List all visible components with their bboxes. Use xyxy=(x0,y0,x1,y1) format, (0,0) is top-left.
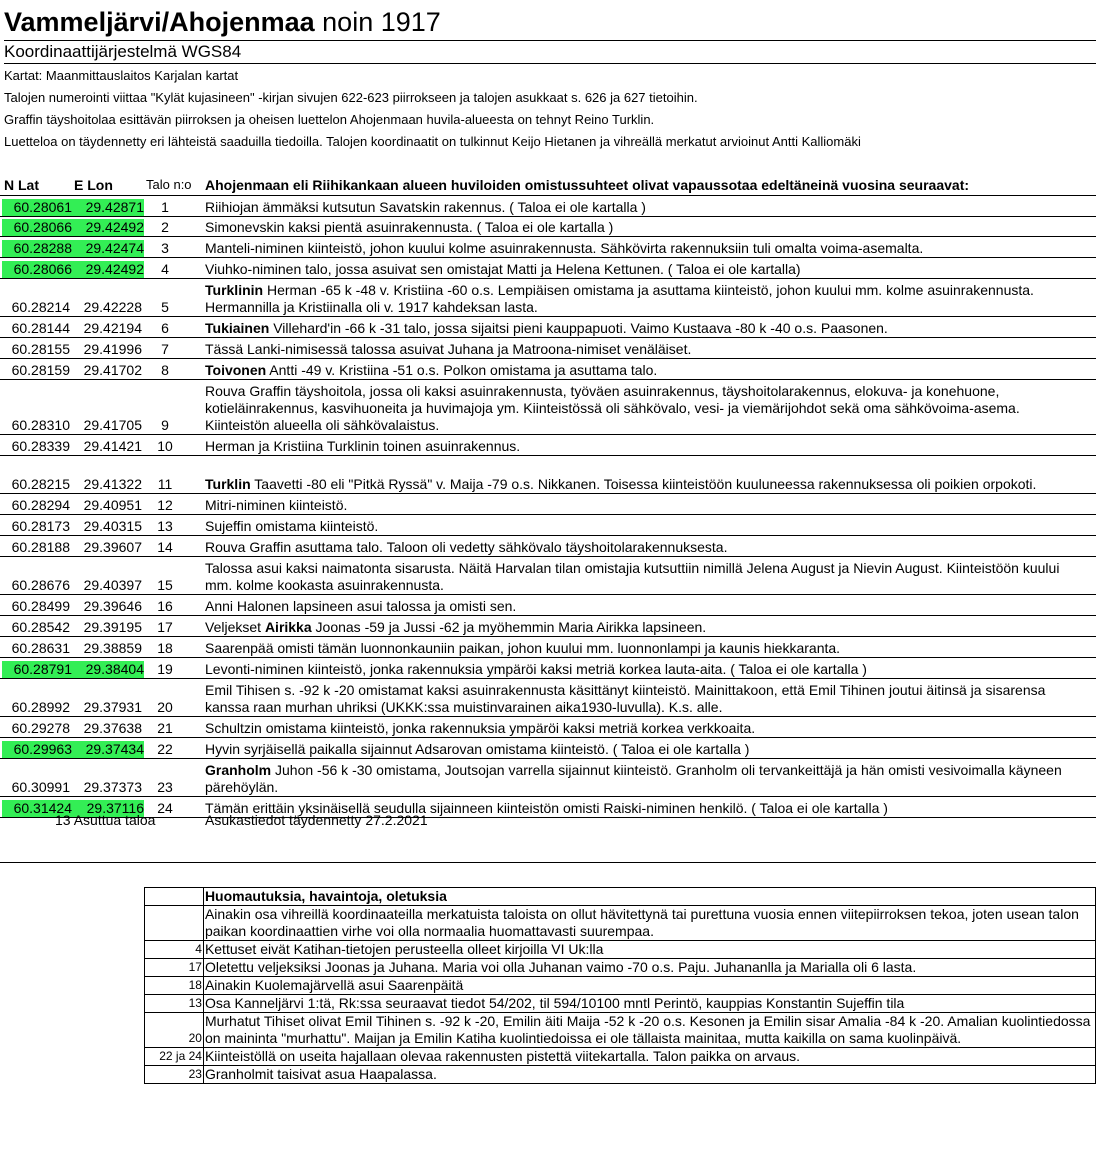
house-description: Toivonen Antti -49 v. Kristiina -51 o.s. Polkon omistama ja asuttama talo. xyxy=(205,362,658,378)
house-number: 23 xyxy=(157,779,173,795)
lat-cell: 60.28288 xyxy=(2,240,72,257)
notes-row xyxy=(145,1013,1096,1048)
notes-text: Kiinteistöllä on useita hajallaan olevaa rakennusten pistettä viitekartalla. Talon paikka on arvaus. xyxy=(203,1048,1095,1066)
notes-ref: 4 xyxy=(145,941,204,959)
table-row xyxy=(0,258,1096,279)
notes-row xyxy=(145,941,1096,959)
lon-cell: 29.41705 xyxy=(83,417,142,433)
header-talo: Talo n:o xyxy=(146,177,192,192)
lat-cell: 60.28159 xyxy=(11,362,70,378)
owner-name: Turklinin xyxy=(205,282,264,298)
lat-cell: 60.29278 xyxy=(11,720,70,736)
owner-name: Toivonen xyxy=(205,362,267,378)
house-description: Rouva Graffin asuttama talo. Taloon oli vedetty sähkövalo täyshoitolarakennuksesta. xyxy=(205,539,728,555)
lon-cell: 29.38404 xyxy=(72,661,144,678)
notes-ref: 18 xyxy=(145,977,204,995)
house-description: Saarenpää omisti tämän luonnonkauniin paikan, johon kuului mm. luonnonlampi ja kaunis hiekkaranta. xyxy=(205,640,841,656)
house-number: 10 xyxy=(157,438,173,454)
table-row xyxy=(0,317,1096,338)
notes-text: Osa Kanneljärvi 1:tä, Rk:ssa seuraavat tiedot 54/202, til 594/10100 mntl Perintö, kauppias Konstantin Sujeffin tila xyxy=(203,995,1095,1013)
lon-cell: 29.37373 xyxy=(83,779,142,795)
title-bold: Vammeljärvi/Ahojenmaa xyxy=(4,7,315,37)
table-row xyxy=(0,435,1096,456)
table-row xyxy=(0,237,1096,258)
house-number: 6 xyxy=(161,320,169,336)
lat-cell: 60.28215 xyxy=(11,476,70,492)
notes-ref-cell xyxy=(145,888,204,906)
lat-cell: 60.28310 xyxy=(11,417,70,433)
house-number: 16 xyxy=(157,598,173,614)
house-number: 12 xyxy=(157,497,173,513)
lon-cell: 29.37116 xyxy=(72,800,144,817)
lon-cell: 29.41421 xyxy=(83,438,142,454)
table-row xyxy=(0,759,1096,797)
lat-cell: 60.28188 xyxy=(11,539,70,555)
lat-cell: 60.29963 xyxy=(2,741,72,758)
notes-text: Ainakin Kuolemajärvellä asui Saarenpäitä xyxy=(203,977,1095,995)
table-row xyxy=(0,637,1096,658)
table-row xyxy=(0,456,1096,494)
notes-row xyxy=(145,906,1096,941)
house-description: Simonevskin kaksi pientä asuinrakennusta. ( Taloa ei ole kartalla ) xyxy=(205,219,614,235)
lon-cell: 29.42474 xyxy=(72,240,144,257)
lon-cell: 29.40951 xyxy=(83,497,142,513)
house-number: 22 xyxy=(157,741,173,757)
header-lon: E Lon xyxy=(74,177,113,193)
notes-title: Huomautuksia, havaintoja, oletuksia xyxy=(204,888,447,904)
lon-cell: 29.39607 xyxy=(83,539,142,555)
house-description: Talossa asui kaksi naimatonta sisarusta. Näitä Harvalan tilan omistajia kutsuttiin nimillä Jelena August ja Nievin August. Kiinteistöön kuului mm. kolme kookasta asuinrakennusta. xyxy=(205,560,1060,593)
notes-text: Murhatut Tihiset olivat Emil Tihinen s. -92 k -20, Emilin äiti Maija -52 k -20 o.s. Kesonen ja Emilin sisar Amalia -84 k -20. Amalian kuolintiedossa on maininta "murhattu". Maijan ja Emilin Katiha kuolintiedoissa ei ole tällaista mainitaa, mutta kaikilla on sama kuolinpäivä. xyxy=(203,1013,1095,1048)
page-title xyxy=(4,6,441,38)
notes-ref xyxy=(145,906,204,941)
lat-cell: 60.28631 xyxy=(11,640,70,656)
table-row xyxy=(0,195,1096,217)
house-number: 4 xyxy=(161,261,169,277)
notes-row xyxy=(145,1066,1096,1084)
notes-title-cell xyxy=(203,888,1095,906)
house-description: Tämän erittäin yksinäisellä seudulla sijainneen kiinteistön omisti Raiski-niminen henkilö. ( Taloa ei ole kartalla ) xyxy=(205,800,888,816)
lon-cell: 29.41702 xyxy=(83,362,142,378)
lon-cell: 29.37434 xyxy=(72,741,144,758)
separator xyxy=(0,862,1096,863)
notes-ref: 20 xyxy=(145,1013,204,1048)
footer-count: 13 Asuttua taloa xyxy=(55,812,156,828)
house-number: 13 xyxy=(157,518,173,534)
lon-cell: 29.42492 xyxy=(72,261,144,278)
notes-table xyxy=(144,887,1096,1084)
header-lat: N Lat xyxy=(4,177,39,193)
house-description: Veljekset Airikka Joonas -59 ja Jussi -62 ja myöhemmin Maria Airikka lapsineen. xyxy=(205,619,707,635)
house-description: Hyvin syrjäisellä paikalla sijainnut Adsarovan omistama kiinteistö. ( Taloa ei ole kartalla ) xyxy=(205,741,750,757)
table-row xyxy=(0,536,1096,557)
owner-name: Tukiainen xyxy=(205,320,270,336)
house-description: Viuhko-niminen talo, jossa asuivat sen omistajat Matti ja Helena Kettunen. ( Taloa ei ole kartalla) xyxy=(205,261,801,277)
table-row xyxy=(0,359,1096,380)
lon-cell: 29.39646 xyxy=(83,598,142,614)
lat-cell: 60.28173 xyxy=(11,518,70,534)
notes-row xyxy=(145,959,1096,977)
lat-cell: 60.28339 xyxy=(11,438,70,454)
subtitle: Koordinaattijärjestelmä WGS84 xyxy=(4,40,1096,64)
lat-cell: 60.28155 xyxy=(11,341,70,357)
notes-ref: 13 xyxy=(145,995,204,1013)
table-row xyxy=(0,557,1096,595)
lon-cell: 29.41996 xyxy=(83,341,142,357)
table-row xyxy=(0,595,1096,616)
lat-cell: 60.28542 xyxy=(11,619,70,635)
house-description: Anni Halonen lapsineen asui talossa ja omisti sen. xyxy=(205,598,517,614)
table-row xyxy=(0,717,1096,738)
lon-cell: 29.39195 xyxy=(83,619,142,635)
table-row xyxy=(0,738,1096,759)
lon-cell: 29.42871 xyxy=(72,199,144,216)
info-line: Talojen numerointi viittaa "Kylät kujasineen" -kirjan sivujen 622-623 piirrokseen ja talojen asukkaat s. 626 ja 627 tietoihin. xyxy=(4,90,698,105)
notes-ref: 22 ja 24 xyxy=(145,1048,204,1066)
house-description: Levonti-niminen kiinteistö, jonka rakennuksia ympäröi kaksi metriä korkea lauta-aita. ( Taloa ei ole kartalla ) xyxy=(205,661,867,677)
notes-text: Granholmit taisivat asua Haapalassa. xyxy=(203,1066,1095,1084)
owner-name: Turklin xyxy=(205,476,251,492)
info-line: Luetteloa on täydennetty eri lähteistä saaduilla tiedoilla. Talojen koordinaatit on tulkinnut Keijo Hietanen ja vihreällä merkatut arvioinut Antti Kalliomäki xyxy=(4,134,861,149)
table-row xyxy=(0,658,1096,679)
house-description: Rouva Graffin täyshoitola, jossa oli kaksi asuinrakennusta, työväen asuinrakennus, täyshoitolarakennus, elokuva- ja konehuone, kotieläinrakennus, kasvihuoneita ja huvimajoja ym. Kiinteistössä oli sähkövalo, vesi- ja viemärijohdot sekä oma sähkövoima-asema. Kiinteistön alueella oli sähkövalaistus. xyxy=(205,383,1020,433)
lat-cell: 60.28992 xyxy=(11,699,70,715)
lat-cell: 60.28791 xyxy=(2,661,72,678)
table-row xyxy=(0,679,1096,717)
lat-cell: 60.28676 xyxy=(11,577,70,593)
house-number: 14 xyxy=(157,539,173,555)
lon-cell: 29.40315 xyxy=(83,518,142,534)
header-desc: Ahojenmaan eli Riihikankaan alueen huviloiden omistussuhteet olivat vapaussotaa edeltäneinä vuosina seuraavat: xyxy=(205,177,970,193)
house-number: 1 xyxy=(161,199,169,215)
notes-ref: 17 xyxy=(145,959,204,977)
lat-cell: 60.30991 xyxy=(11,779,70,795)
table-row xyxy=(0,338,1096,359)
table-row xyxy=(0,216,1096,237)
table-row xyxy=(0,797,1096,818)
lat-cell: 60.28214 xyxy=(11,299,70,315)
house-description: Schultzin omistama kiinteistö, jonka rakennuksia ympäröi kaksi metriä korkea verkkoaita. xyxy=(205,720,756,736)
notes-row xyxy=(145,977,1096,995)
house-description: Granholm Juhon -56 k -30 omistama, Joutsojan varrella sijainnut kiinteistö. Granholm oli tervankeittäjä ja hän omisti vesivoimalla käyneen pärehöylän. xyxy=(205,762,1062,795)
lat-cell: 60.28499 xyxy=(11,598,70,614)
lat-cell: 60.28066 xyxy=(2,219,72,236)
lon-cell: 29.37638 xyxy=(83,720,142,736)
lon-cell: 29.37931 xyxy=(83,699,142,715)
house-number: 21 xyxy=(157,720,173,736)
lon-cell: 29.42194 xyxy=(83,320,142,336)
house-number: 3 xyxy=(161,240,169,256)
house-description: Sujeffin omistama kiinteistö. xyxy=(205,518,379,534)
house-description: Turklinin Herman -65 k -48 v. Kristiina -60 o.s. Lempiäisen omistama ja asuttama kiinteistö, johon kuului mm. kolme asuinrakennusta. Hermannilla ja Kristiinalla oli v. 1917 kahdeksan lasta. xyxy=(205,282,1034,315)
lon-cell: 29.42492 xyxy=(72,219,144,236)
owner-name: Airikka xyxy=(264,619,312,635)
title-rest: noin 1917 xyxy=(314,7,441,37)
notes-text: Ainakin osa vihreillä koordinaateilla merkatuista taloista on ollut hävitettynä tai purettuna vuosia ennen viitepiirroksen tekoa, joten usean talon paikan koordinaattien virhe voi olla normaalia huomattavasti suurempaa. xyxy=(203,906,1095,941)
notes-row xyxy=(145,1048,1096,1066)
house-number: 24 xyxy=(157,800,173,816)
house-description: Riihiojan ämmäksi kutsutun Savatskin rakennus. ( Taloa ei ole kartalla ) xyxy=(205,199,646,215)
lon-cell: 29.38859 xyxy=(83,640,142,656)
lat-cell: 60.28294 xyxy=(11,497,70,513)
house-description: Tässä Lanki-nimisessä talossa asuivat Juhana ja Matroona-nimiset venäläiset. xyxy=(205,341,692,357)
lon-cell: 29.41322 xyxy=(83,476,142,492)
table-row xyxy=(0,616,1096,637)
house-number: 19 xyxy=(157,661,173,677)
house-number: 5 xyxy=(161,299,169,315)
notes-header-row xyxy=(145,888,1096,906)
lon-cell: 29.42228 xyxy=(83,299,142,315)
house-description: Emil Tihisen s. -92 k -20 omistamat kaksi asuinrakennusta käsittänyt kiinteistö. Mainittakoon, että Emil Tihinen joutui äitinsä ja sisarensa kanssa raan murhan uhriksi (UKKK:ssa muistinvarainen aika1930-luvulla). K.s. alle. xyxy=(205,682,1046,715)
lon-cell: 29.40397 xyxy=(83,577,142,593)
house-number: 9 xyxy=(161,417,169,433)
house-number: 2 xyxy=(161,219,169,235)
info-line: Graffin täyshoitolaa esittävän piirroksen ja oheisen luettelon Ahojenmaan huvila-alueesta on tehnyt Reino Turklin. xyxy=(4,112,655,127)
footer-date: Asukastiedot täydennetty 27.2.2021 xyxy=(205,812,428,828)
house-description: Manteli-niminen kiinteistö, johon kuului kolme asuinrakennusta. Sähkövirta rakennuksiin tuli omalta voima-asemalta. xyxy=(205,240,924,256)
house-number: 17 xyxy=(157,619,173,635)
house-description: Mitri-niminen kiinteistö. xyxy=(205,497,348,513)
lat-cell: 60.28144 xyxy=(11,320,70,336)
table-row xyxy=(0,515,1096,536)
lat-cell: 60.28066 xyxy=(2,261,72,278)
lat-cell: 60.28061 xyxy=(2,199,72,216)
house-number: 8 xyxy=(161,362,169,378)
notes-text: Oletettu veljeksiksi Joonas ja Juhana. Maria voi olla Juhanan vaimo -70 o.s. Paju. Juhananlla ja Marialla oli 6 lasta. xyxy=(203,959,1095,977)
table-row xyxy=(0,279,1096,317)
house-number: 11 xyxy=(157,476,173,492)
lat-cell: 60.31424 xyxy=(2,800,72,817)
house-number: 20 xyxy=(157,699,173,715)
house-description: Tukiainen Villehard'in -66 k -31 talo, jossa sijaitsi pieni kauppapuoti. Vaimo Kustaava -80 k -40 o.s. Paasonen. xyxy=(205,320,888,336)
notes-row xyxy=(145,995,1096,1013)
table-row xyxy=(0,494,1096,515)
house-description: Herman ja Kristiina Turklinin toinen asuinrakennus. xyxy=(205,438,521,454)
house-description: Turklin Taavetti -80 eli "Pitkä Ryssä" v. Maija -79 o.s. Nikkanen. Toisessa kiinteistöön kuuluneessa rakennuksessa oli poikien orpokoti. xyxy=(205,476,1037,492)
house-number: 15 xyxy=(157,577,173,593)
info-line: Kartat: Maanmittauslaitos Karjalan kartat xyxy=(4,68,239,83)
table-header xyxy=(0,176,1100,194)
notes-text: Kettuset eivät Katihan-tietojen perusteella olleet kirjoilla VI Uk:lla xyxy=(203,941,1095,959)
table-row xyxy=(0,380,1096,435)
house-number: 7 xyxy=(161,341,169,357)
owner-name: Granholm xyxy=(205,762,272,778)
house-number: 18 xyxy=(157,640,173,656)
notes-ref: 23 xyxy=(145,1066,204,1084)
